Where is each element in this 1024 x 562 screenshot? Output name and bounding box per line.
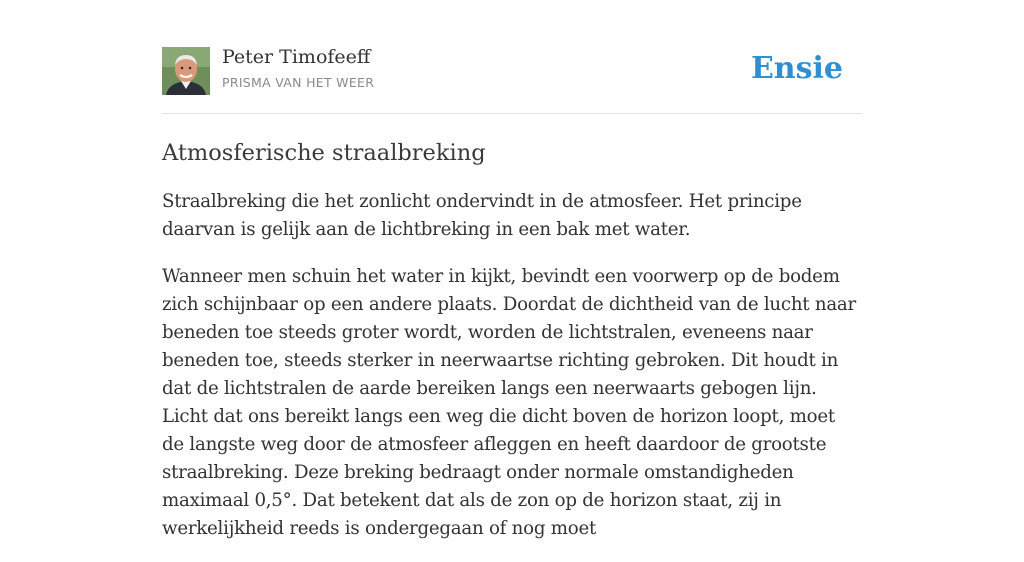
header-divider xyxy=(162,113,862,114)
brand-logo[interactable]: Ensie xyxy=(750,51,843,86)
author-avatar[interactable] xyxy=(162,47,210,95)
author-name[interactable]: Peter Timofeeff xyxy=(222,46,371,68)
article-paragraph-2: Wanneer men schuin het water in kijkt, bevindt een voorwerp op de bodem zich schijnbaar op een andere plaats. Doordat de dichtheid van de lucht naar beneden toe steeds groter wordt, worden de lichtstralen, eveneens naar beneden toe, steeds sterker in neerwaartse richting gebroken. Dit houdt in dat de lichtstralen de aarde bereiken langs een neerwaarts gebogen lijn. Licht dat ons bereikt langs een weg die dicht boven de horizon loopt, moet de langste weg door de atmosfeer afleggen en heeft daardoor de grootste straalbreking. Deze breking bedraagt onder normale omstandigheden maximaal 0,5°. Dat betekent dat als de zon op de horizon staat, zij in werkelijkheid reeds is ondergegaan of nog moet xyxy=(162,266,856,539)
author-subtitle[interactable]: PRISMA VAN HET WEER xyxy=(222,75,375,90)
article-body xyxy=(162,137,862,562)
article-paragraph-1: Straalbreking die het zonlicht ondervindt in de atmosfeer. Het principe daarvan is gelijk aan de lichtbreking in een bak met water. xyxy=(162,191,802,240)
avatar-portrait-icon xyxy=(162,47,210,95)
article-title: Atmosferische straalbreking xyxy=(162,140,486,166)
author-header xyxy=(162,46,862,96)
